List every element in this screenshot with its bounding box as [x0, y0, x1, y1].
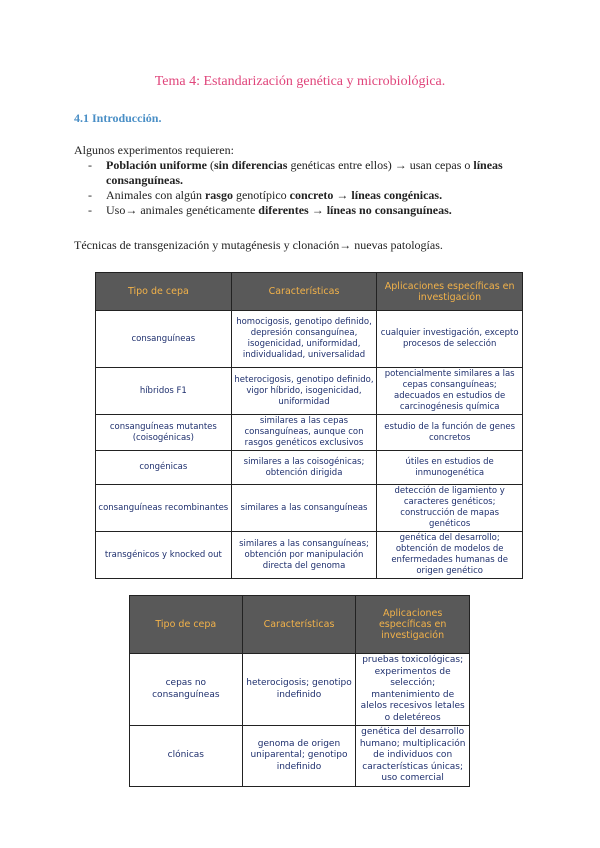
header-strain-type: Tipo de cepa [130, 596, 243, 654]
techniques-text: Técnicas de transgenización y mutagénesis y clonación→ nuevas patologías. [74, 238, 443, 252]
cell-strain-type: clónicas [130, 726, 243, 787]
table-row [96, 532, 523, 579]
list-text-run: Animales con algún [106, 188, 205, 202]
header-applications: Aplicaciones específicas en investigación [377, 273, 523, 311]
header-strain-type: Tipo de cepa [96, 273, 232, 311]
strain-table-outbred [129, 595, 470, 787]
list-text-run: rasgo [204, 188, 233, 202]
cell-characteristics: similares a las cepas consanguíneas, aunque con rasgos genéticos exclusivos [231, 415, 377, 451]
table-row [96, 311, 523, 368]
list-text-run: ( [207, 158, 214, 172]
list-item-text [106, 188, 442, 202]
list-item: - Animales con algún rasgo genotípico concreto → líneas congénicas. [88, 188, 443, 202]
cell-characteristics: heterocigosis, genotipo definido, vigor híbrido, isogenicidad, uniformidad [231, 368, 377, 415]
cell-strain-type: consanguíneas recombinantes [96, 485, 232, 532]
list-text-run: Población uniforme [106, 158, 207, 172]
cell-applications: genética del desarrollo; obtención de modelos de enfermedades humanas de origen genético [377, 532, 523, 579]
list-text-run: Uso→ animales genéticamente [106, 203, 259, 217]
list-text-run: genéticas entre ellos) → usan cepas o [287, 158, 474, 172]
cell-strain-type: híbridos F1 [96, 368, 232, 415]
cell-characteristics: similares a las consanguíneas; obtención por manipulación directa del genoma [231, 532, 377, 579]
header-characteristics: Características [242, 596, 356, 654]
list-text-run: líneas consanguíneas. [106, 158, 503, 187]
cell-applications: detección de ligamiento y caracteres genéticos; construcción de mapas genéticos [377, 485, 523, 532]
cell-strain-type: consanguíneas mutantes (coisogénicas) [96, 415, 232, 451]
cell-characteristics: similares a las consanguíneas [231, 485, 377, 532]
cell-characteristics: genoma de origen uniparental; genotipo indefinido [242, 726, 356, 787]
section-title: 4.1 Introducción. [74, 111, 162, 125]
table-row [96, 451, 523, 485]
list-text-run: diferentes → líneas no consanguíneas. [258, 203, 452, 217]
requirements-list [88, 158, 538, 218]
table-row [96, 368, 523, 415]
document-title: Tema 4: Estandarización genética y microbiológica. [154, 74, 446, 89]
strain-table-inbred [95, 272, 523, 579]
cell-characteristics: homocigosis, genotipo definido, depresión consanguínea, isogenicidad, uniformidad, individualidad, universalidad [231, 311, 377, 368]
cell-strain-type: transgénicos y knocked out [96, 532, 232, 579]
table-row [130, 726, 470, 787]
header-characteristics: Características [231, 273, 377, 311]
cell-characteristics: heterocigosis; genotipo indefinido [242, 654, 356, 726]
list-item: - Población uniforme (sin diferencias genéticas entre ellos) → usan cepas o líneas consanguíneas. [88, 158, 503, 187]
cell-applications: potencialmente similares a las cepas consanguíneas; adecuados en estudios de carcinogénesis química [377, 368, 523, 415]
cell-applications: estudio de la función de genes concretos [377, 415, 523, 451]
cell-applications: genética del desarrollo humano; multiplicación de individuos con características únicas; uso comercial [356, 726, 470, 787]
table-row [96, 415, 523, 451]
list-text-run: genotípico [232, 188, 290, 202]
list-item-text [106, 158, 503, 187]
list-text-run: sin diferencias [214, 158, 288, 172]
cell-characteristics: similares a las coisogénicas; obtención dirigida [231, 451, 377, 485]
table-row [130, 654, 470, 726]
table-header-row [130, 596, 470, 654]
table-row [96, 485, 523, 532]
cell-strain-type: cepas no consanguíneas [130, 654, 243, 726]
cell-strain-type: consanguíneas [96, 311, 232, 368]
list-item: - Uso→ animales genéticamente diferentes → líneas no consanguíneas. [88, 203, 452, 217]
table-header-row [96, 273, 523, 311]
intro-text: Algunos experimentos requieren: [74, 143, 234, 157]
list-item-text [106, 203, 452, 217]
cell-applications: pruebas toxicológicas; experimentos de selección; mantenimiento de alelos recesivos letales o deletéreos [356, 654, 470, 726]
list-text-run: concreto → líneas congénicas. [289, 188, 443, 202]
cell-applications: cualquier investigación, excepto procesos de selección [377, 311, 523, 368]
cell-strain-type: congénicas [96, 451, 232, 485]
cell-applications: útiles en estudios de inmunogenética [377, 451, 523, 485]
header-applications: Aplicaciones específicas en investigación [356, 596, 470, 654]
